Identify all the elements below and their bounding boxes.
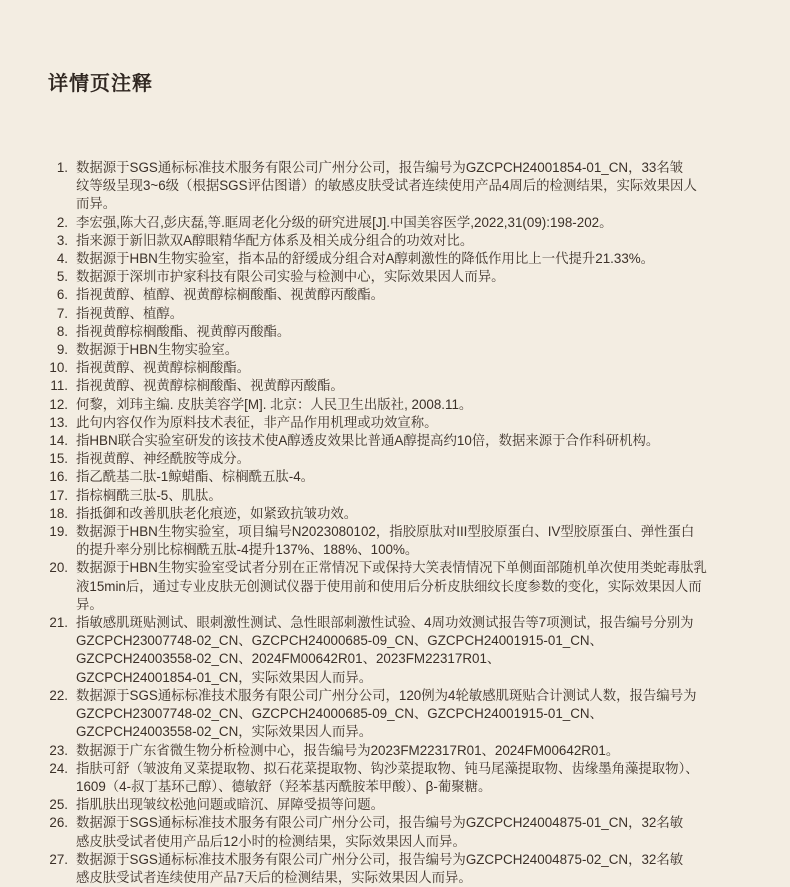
note-item bbox=[0, 341, 790, 359]
note-text bbox=[76, 341, 790, 359]
note-item bbox=[0, 796, 790, 814]
note-text bbox=[76, 760, 790, 796]
note-line: GZCPCH23007748-02_CN、GZCPCH24000685-09_CN、GZCPCH24001915-01_CN、 bbox=[76, 706, 603, 722]
note-line: 指视黄醇棕榈酸酯、视黄醇丙酸酯。 bbox=[76, 323, 291, 339]
note-item bbox=[0, 614, 790, 687]
note-number: 6. bbox=[56, 287, 68, 303]
note-item bbox=[0, 559, 790, 614]
note-item bbox=[0, 305, 790, 323]
note-item bbox=[0, 232, 790, 250]
note-line: 感皮肤受试者使用产品后12小时的检测结果，实际效果因人而异。 bbox=[76, 833, 466, 849]
note-item bbox=[0, 377, 790, 395]
note-line: 数据源于SGS通标标准技术服务有限公司广州分公司，报告编号为GZCPCH24001854-01_CN，33名皱 bbox=[76, 160, 684, 175]
note-text bbox=[76, 487, 790, 505]
note-number: 20. bbox=[49, 560, 68, 576]
note-text bbox=[76, 268, 790, 286]
note-line: 数据源于SGS通标标准技术服务有限公司广州分公司，报告编号为GZCPCH24004875-01_CN，32名敏 bbox=[76, 815, 684, 831]
note-item bbox=[0, 214, 790, 232]
note-number: 17. bbox=[49, 487, 68, 503]
note-item bbox=[0, 323, 790, 341]
note-item bbox=[0, 250, 790, 268]
note-number: 2. bbox=[56, 214, 68, 230]
note-line: GZCPCH24003558-02_CN，实际效果因人而异。 bbox=[76, 724, 373, 740]
note-line: 数据源于HBN生物实验室受试者分别在正常情况下或保持大笑表情情况下单侧面部随机单次使用类蛇毒肽乳 bbox=[76, 560, 707, 576]
note-number: 24. bbox=[49, 760, 68, 776]
note-number: 9. bbox=[56, 342, 68, 358]
note-item bbox=[0, 396, 790, 414]
note-number: 5. bbox=[56, 269, 68, 285]
note-text bbox=[76, 286, 790, 304]
note-item bbox=[0, 760, 790, 796]
note-line: 而异。 bbox=[76, 196, 117, 212]
note-text bbox=[76, 742, 790, 760]
note-number: 19. bbox=[49, 524, 68, 540]
note-item bbox=[0, 814, 790, 850]
note-number: 16. bbox=[49, 469, 68, 485]
note-line: 何黎，刘玮主编. 皮肤美容学[M]. 北京：人民卫生出版社, 2008.11。 bbox=[76, 396, 473, 412]
note-text bbox=[76, 796, 790, 814]
note-text bbox=[76, 614, 790, 687]
note-text bbox=[76, 505, 790, 523]
note-line: 数据源于深圳市护家科技有限公司实验与检测中心，实际效果因人而异。 bbox=[76, 269, 505, 285]
note-line: 的提升率分别比棕榈酰五肽-4提升137%、188%、100%。 bbox=[76, 542, 419, 558]
note-line: 纹等级呈现3~6级（根据SGS评估图谱）的敏感皮肤受试者连续使用产品4周后的检测结果，实际效果因人 bbox=[76, 178, 697, 194]
note-item bbox=[0, 414, 790, 432]
note-text bbox=[76, 232, 790, 250]
note-number: 14. bbox=[49, 433, 68, 449]
note-text bbox=[76, 559, 790, 614]
note-text bbox=[76, 687, 790, 742]
note-line: 指敏感肌斑贴测试、眼刺激性测试、急性眼部刺激性试验、4周功效测试报告等7项测试，报告编号分别为 bbox=[76, 615, 694, 631]
note-line: 李宏强,陈大召,彭庆磊,等.眶周老化分级的研究进展[J].中国美容医学,2022,31(09):198-202。 bbox=[76, 214, 613, 230]
note-text bbox=[76, 396, 790, 414]
note-text bbox=[76, 305, 790, 323]
note-number: 1. bbox=[56, 160, 68, 175]
note-line: 指视黄醇、视黄醇棕榈酸酯。 bbox=[76, 360, 251, 376]
note-text bbox=[76, 432, 790, 450]
note-item bbox=[0, 286, 790, 304]
note-number: 23. bbox=[49, 742, 68, 758]
note-item bbox=[0, 432, 790, 450]
note-line: 指来源于新旧款双A醇眼精华配方体系及相关成分组合的功效对比。 bbox=[76, 232, 474, 248]
note-line: 指HBN联合实验室研发的该技术使A醇透皮效果比普通A醇提高约10倍，数据来源于合作科研机构。 bbox=[76, 433, 660, 449]
note-line: 指视黄醇、植醇、视黄醇棕榈酸酯、视黄醇丙酸酯。 bbox=[76, 287, 384, 303]
note-number: 25. bbox=[49, 797, 68, 813]
note-item bbox=[0, 851, 790, 887]
note-line: 指棕榈酰三肽-5、肌肽。 bbox=[76, 487, 222, 503]
note-number: 27. bbox=[49, 851, 68, 867]
note-item bbox=[0, 468, 790, 486]
note-text bbox=[76, 359, 790, 377]
note-text bbox=[76, 159, 790, 214]
note-item bbox=[0, 742, 790, 760]
page-title: 详情页注释 bbox=[48, 73, 153, 96]
note-line: 液15min后，通过专业皮肤无创测试仪器于使用前和使用后分析皮肤细纹长度参数的变化，实际效果因人而 bbox=[76, 578, 702, 594]
note-line: 指视黄醇、神经酰胺等成分。 bbox=[76, 451, 251, 467]
note-line: 数据源于SGS通标标准技术服务有限公司广州分公司，120例为4轮敏感肌斑贴合计测试人数，报告编号为 bbox=[76, 687, 697, 703]
note-number: 7. bbox=[56, 305, 68, 321]
note-item bbox=[0, 487, 790, 505]
note-text bbox=[76, 377, 790, 395]
note-number: 11. bbox=[50, 378, 68, 394]
note-line: GZCPCH24001854-01_CN，实际效果因人而异。 bbox=[76, 669, 373, 685]
note-number: 21. bbox=[49, 615, 68, 631]
note-line: 指抵御和改善肌肤老化痕迹，如紧致抗皱功效。 bbox=[76, 505, 358, 521]
note-text bbox=[76, 814, 790, 850]
note-text bbox=[76, 468, 790, 486]
note-line: 指肌肤出现皱纹松弛问题或暗沉、屏障受损等问题。 bbox=[76, 797, 384, 813]
note-line: GZCPCH24003558-02_CN、2024FM00642R01、2023FM22317R01、 bbox=[76, 651, 501, 667]
note-number: 15. bbox=[49, 451, 68, 467]
note-text bbox=[76, 450, 790, 468]
note-line: 数据源于HBN生物实验室，项目编号N2023080102，指胶原肽对III型胶原蛋白、IV型胶原蛋白、弹性蛋白 bbox=[76, 524, 695, 540]
note-text bbox=[76, 523, 790, 559]
note-line: 感皮肤受试者连续使用产品7天后的检测结果，实际效果因人而异。 bbox=[76, 869, 472, 885]
note-text bbox=[76, 851, 790, 887]
note-number: 13. bbox=[49, 414, 68, 430]
note-line: 数据源于广东省微生物分析检测中心，报告编号为2023FM22317R01、2024FM00642R01。 bbox=[76, 742, 620, 758]
note-number: 3. bbox=[56, 232, 68, 248]
note-item bbox=[0, 505, 790, 523]
note-number: 10. bbox=[49, 360, 68, 376]
note-line: 1609（4-叔丁基环己醇）、德敏舒（羟苯基丙酰胺苯甲酸）、β-葡聚糖。 bbox=[76, 778, 492, 794]
note-item bbox=[0, 523, 790, 559]
note-text bbox=[76, 214, 790, 232]
note-item bbox=[0, 359, 790, 377]
note-item bbox=[0, 687, 790, 742]
note-text bbox=[76, 414, 790, 432]
note-line: 指视黄醇、植醇。 bbox=[76, 305, 184, 321]
note-number: 8. bbox=[56, 323, 68, 339]
note-number: 12. bbox=[49, 396, 68, 412]
note-number: 18. bbox=[49, 505, 68, 521]
note-line: 此句内容仅作为原料技术表征，非产品作用机理或功效宣称。 bbox=[76, 414, 438, 430]
note-line: 异。 bbox=[76, 596, 103, 612]
note-line: 数据源于HBN生物实验室。 bbox=[76, 342, 239, 358]
note-line: 数据源于SGS通标标准技术服务有限公司广州分公司，报告编号为GZCPCH24004875-02_CN，32名敏 bbox=[76, 851, 684, 867]
note-item bbox=[0, 268, 790, 286]
note-text bbox=[76, 323, 790, 341]
note-line: 指肤可舒（皱波角叉菜提取物、拟石花菜提取物、钩沙菜提取物、钝马尾藻提取物、齿缘墨角藻提取物）、 bbox=[76, 760, 699, 776]
note-number: 26. bbox=[49, 815, 68, 831]
notes-list bbox=[0, 159, 790, 887]
note-number: 4. bbox=[56, 251, 68, 267]
note-item bbox=[0, 159, 790, 214]
note-number: 22. bbox=[49, 687, 68, 703]
note-item bbox=[0, 450, 790, 468]
note-text bbox=[76, 250, 790, 268]
note-line: 指视黄醇、视黄醇棕榈酸酯、视黄醇丙酸酯。 bbox=[76, 378, 344, 394]
note-line: 指乙酰基二肽-1鲸蜡酯、棕榈酰五肽-4。 bbox=[76, 469, 315, 485]
note-line: 数据源于HBN生物实验室，指本品的舒缓成分组合对A醇刺激性的降低作用比上一代提升21.33%。 bbox=[76, 251, 655, 267]
note-line: GZCPCH23007748-02_CN、GZCPCH24000685-09_CN、GZCPCH24001915-01_CN、 bbox=[76, 633, 603, 649]
